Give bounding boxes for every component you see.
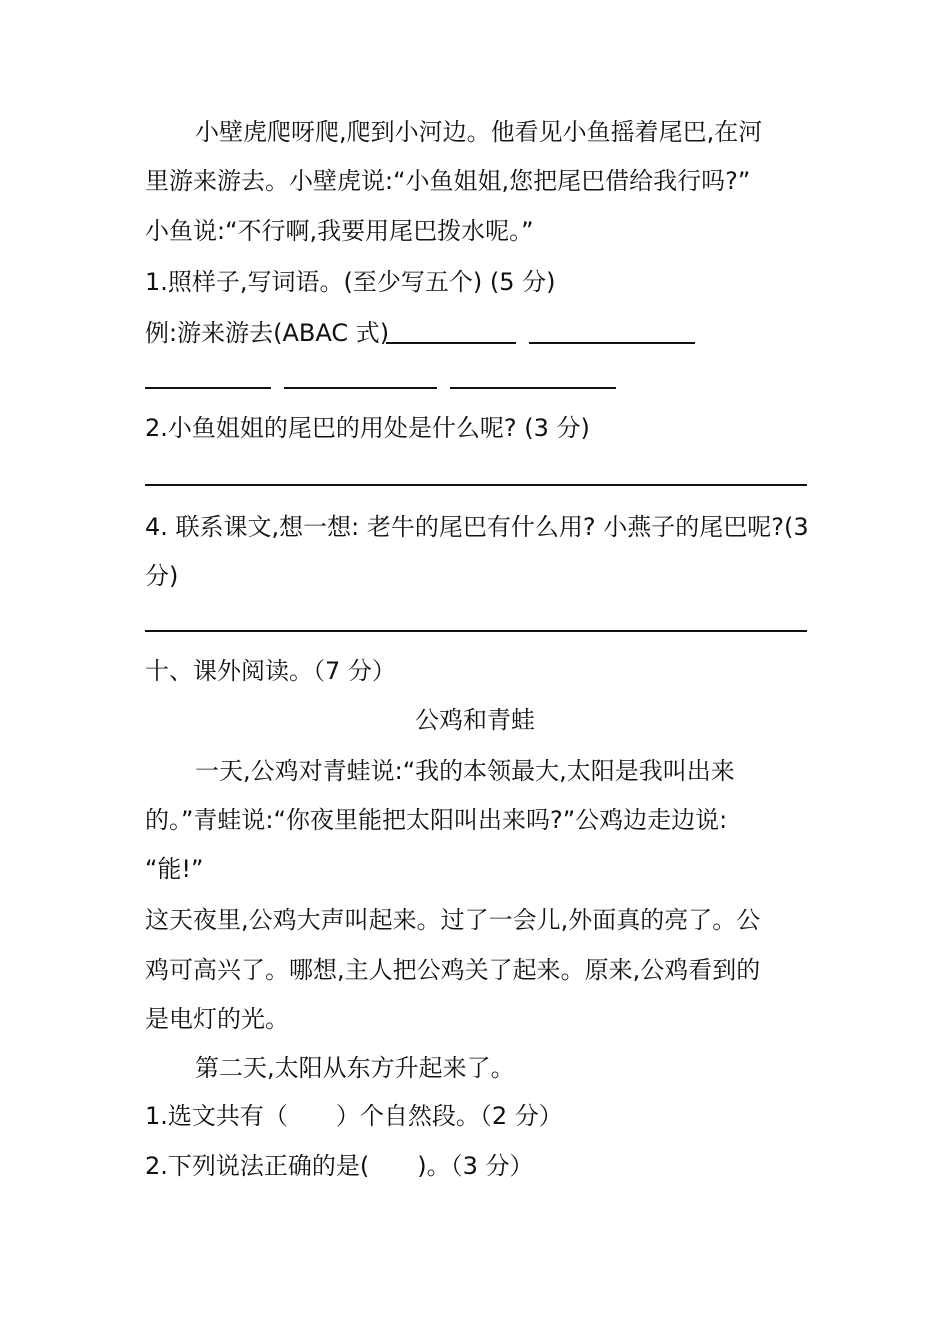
- answer-blank-4[interactable]: [284, 387, 437, 389]
- passage1-line-2: 里游来游去。小壁虎说:“小鱼姐姐,您把尾巴借给我行吗?”: [145, 167, 751, 195]
- question-4-prompt-line-1: 4. 联系课文,想一想: 老牛的尾巴有什么用? 小燕子的尾巴呢?(3: [145, 513, 809, 541]
- question-1-prompt: 1.照样子,写词语。(至少写五个) (5 分): [145, 268, 556, 296]
- question-2-prompt: 2.小鱼姐姐的尾巴的用处是什么呢? (3 分): [145, 414, 590, 442]
- section-10-heading: 十、课外阅读。（7 分）: [145, 657, 396, 685]
- answer-line-q4[interactable]: [145, 630, 807, 632]
- answer-blank-3[interactable]: [145, 387, 271, 389]
- answer-blank-5[interactable]: [450, 387, 616, 389]
- answer-blank-2[interactable]: [529, 342, 695, 344]
- question-4-prompt-line-2: 分): [145, 562, 179, 590]
- passage1-line-3: 小鱼说:“不行啊,我要用尾巴拨水呢。”: [145, 217, 534, 245]
- answer-blank-1[interactable]: [386, 342, 516, 344]
- story-line-6: 是电灯的光。: [145, 1005, 289, 1033]
- story-line-2: 的。”青蛙说:“你夜里能把太阳叫出来吗?”公鸡边走边说:: [145, 806, 728, 834]
- passage1-line-1: 小壁虎爬呀爬,爬到小河边。他看见小鱼摇着尾巴,在河: [195, 118, 763, 146]
- story-line-3: “能!”: [145, 855, 204, 883]
- question-1-example: 例:游来游去(ABAC 式): [145, 319, 390, 347]
- story-line-5: 鸡可高兴了。哪想,主人把公鸡关了起来。原来,公鸡看到的: [145, 956, 761, 984]
- section-10-question-2: 2.下列说法正确的是( )。（3 分）: [145, 1152, 534, 1180]
- story-title: 公鸡和青蛙: [415, 706, 535, 734]
- story-line-1: 一天,公鸡对青蛙说:“我的本领最大,太阳是我叫出来: [195, 757, 735, 785]
- section-10-question-1: 1.选文共有（ ）个自然段。（2 分）: [145, 1102, 563, 1130]
- story-line-7: 第二天,太阳从东方升起来了。: [195, 1054, 515, 1082]
- answer-line-q2[interactable]: [145, 484, 807, 486]
- story-line-4: 这天夜里,公鸡大声叫起来。过了一会儿,外面真的亮了。公: [145, 906, 761, 934]
